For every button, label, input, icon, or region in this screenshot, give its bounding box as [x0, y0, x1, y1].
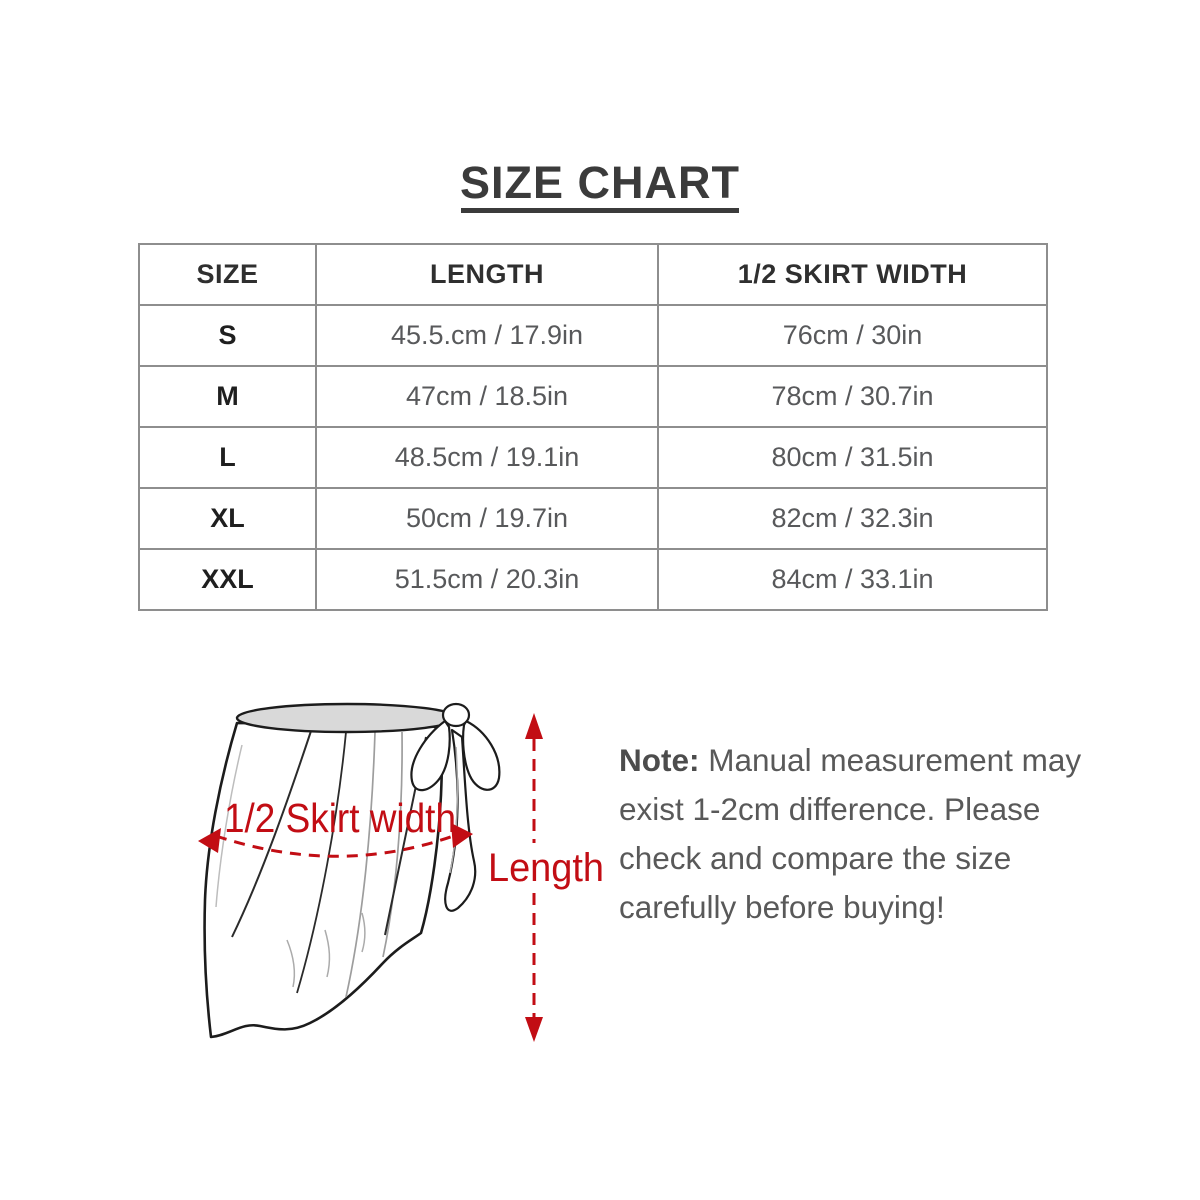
col-header-size: SIZE — [139, 244, 316, 305]
table-row — [139, 488, 1047, 549]
half-width-cell: 80cm / 31.5in — [658, 427, 1047, 488]
table-row — [139, 427, 1047, 488]
note-line: carefully before buying! — [619, 889, 945, 925]
size-cell: XXL — [139, 549, 316, 610]
half-width-cell: 82cm / 32.3in — [658, 488, 1047, 549]
page-title: SIZE CHART — [460, 157, 740, 208]
note-label: Note: — [619, 742, 700, 778]
table-row — [139, 305, 1047, 366]
size-cell: S — [139, 305, 316, 366]
length-cell: 45.5.cm / 17.9in — [316, 305, 658, 366]
title-underline — [461, 208, 739, 213]
size-table — [138, 243, 1048, 611]
size-cell: XL — [139, 488, 316, 549]
table-row — [139, 366, 1047, 427]
half-width-cell: 78cm / 30.7in — [658, 366, 1047, 427]
note-text: Manual measurement may — [708, 742, 1082, 778]
half-width-cell: 76cm / 30in — [658, 305, 1047, 366]
note-line: exist 1-2cm difference. Please — [619, 791, 1041, 827]
table-row — [139, 549, 1047, 610]
bow-knot — [443, 704, 469, 726]
skirt-diagram — [170, 685, 610, 1105]
note-line — [619, 736, 1089, 785]
half-width-cell: 84cm / 33.1in — [658, 549, 1047, 610]
size-cell: M — [139, 366, 316, 427]
length-cell: 47cm / 18.5in — [316, 366, 658, 427]
length-cell: 50cm / 19.7in — [316, 488, 658, 549]
length-arrowhead-top — [525, 713, 543, 739]
length-label-text: Length — [488, 846, 604, 890]
waistband-ellipse — [237, 704, 457, 732]
note-line: check and compare the size — [619, 840, 1012, 876]
col-header-length: LENGTH — [316, 244, 658, 305]
length-cell: 48.5cm / 19.1in — [316, 427, 658, 488]
size-cell: L — [139, 427, 316, 488]
width-label-text: 1/2 Skirt width — [224, 795, 456, 841]
size-table-header-row — [139, 244, 1047, 305]
col-header-half-skirt-width: 1/2 SKIRT WIDTH — [658, 244, 1047, 305]
measurement-note — [619, 736, 1089, 932]
length-arrowhead-bottom — [525, 1017, 543, 1042]
length-cell: 51.5cm / 20.3in — [316, 549, 658, 610]
bow-right-loop — [463, 721, 499, 790]
page-title-wrap — [0, 157, 1200, 208]
